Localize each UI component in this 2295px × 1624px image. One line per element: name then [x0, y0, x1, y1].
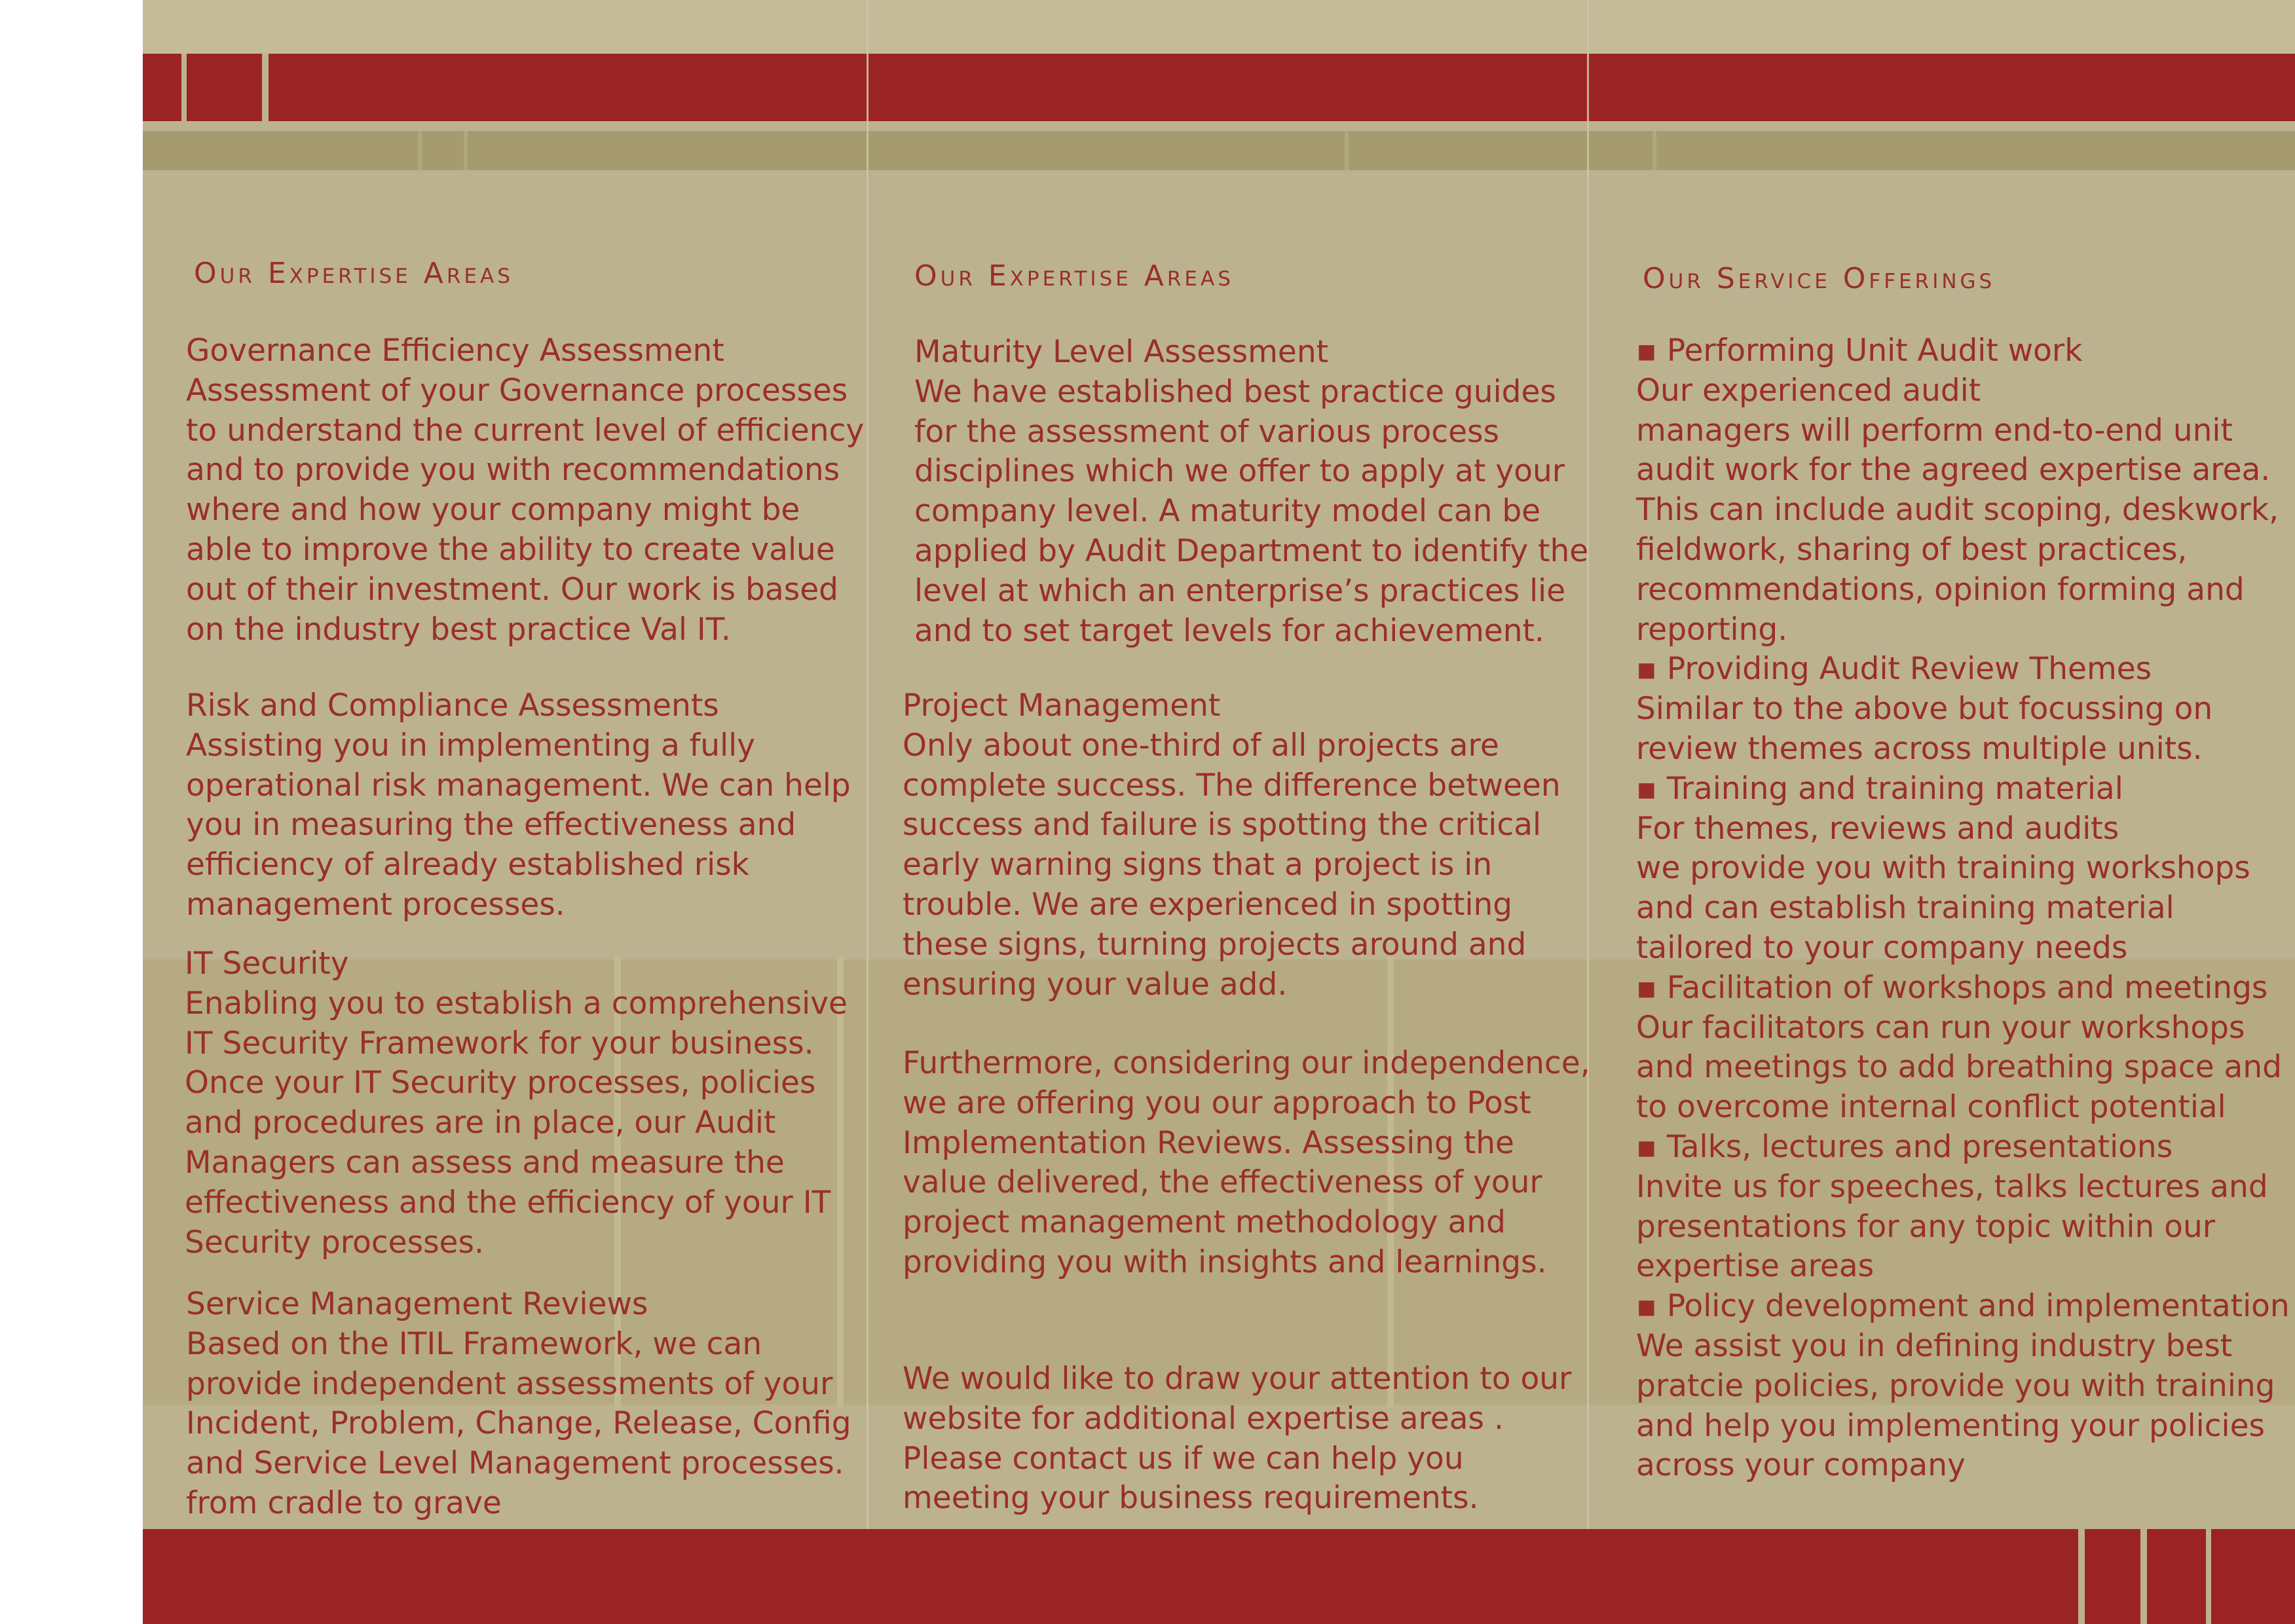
bullet: ▪	[1636, 969, 1657, 1006]
section-body: Enabling you to establish a comprehensive IT Security Framework for your business. Once your IT Security processes, policies and procedures are in place, our Audit Managers can assess and measure the effectiveness and the efficiency of your IT Security processes.	[185, 985, 848, 1261]
section-body: Only about one-third of all projects are complete success. The difference between success and failure is spotting the critical early warning signs that a project is in trouble. We are experienced in spotting these signs, turning projects around and ensuring your value add.	[903, 727, 1561, 1003]
section-body: Assessment of your Governance processes to understand the current level of efficiency and to provide you with recommendations where and how your company might be able to improve the ability to create value out of their investment. Our work is based on the industry best practice Val IT.	[186, 372, 865, 648]
section-title: IT Security	[185, 946, 349, 982]
section-it-security	[185, 944, 848, 1263]
offering-title: ▪ Performing Unit Audit work	[1636, 333, 2083, 369]
panel3-heading: Our Service Offerings	[1643, 262, 1996, 295]
bullet: ▪	[1636, 1128, 1657, 1165]
section-service-management	[186, 1285, 851, 1524]
bullet: ▪	[1636, 1288, 1657, 1325]
section-title: Governance Efficiency Assessment	[186, 333, 724, 369]
offering-title: ▪ Talks, lectures and presentations	[1636, 1128, 2173, 1165]
top-strip	[143, 0, 2295, 54]
section-project-management	[903, 686, 1561, 1005]
offering-body: For themes, reviews and audits we provide you with training workshops and can establish training material tailored to your company needs	[1636, 810, 2250, 966]
olive-band-stripe	[418, 131, 422, 170]
offering-body: Our experienced audit managers will perform end-to-end unit audit work for the agreed expertise area. This can include audit scoping, deskwork, fieldwork, sharing of best practices, recommendations, opinion forming and reporting.	[1636, 372, 2279, 648]
bullet: ▪	[1636, 333, 1657, 369]
closing-paragraph: We would like to draw your attention to our website for additional expertise areas . Please contact us if we can help you meeting your business requirements.	[903, 1361, 1572, 1517]
section-maturity-level	[914, 333, 1588, 651]
offering-body: Our facilitators can run your workshops and meetings to add breathing space and to overcome internal conflict potential	[1636, 1009, 2282, 1126]
band-stripe	[2206, 1529, 2211, 1624]
panel2-heading: Our Expertise Areas	[914, 259, 1234, 293]
offering-body: We assist you in defining industry best pratcie policies, provide you with training and help you implementing your policies across your company	[1636, 1327, 2275, 1484]
olive-band-stripe	[464, 131, 468, 170]
offerings-list	[1636, 331, 2290, 1486]
section-title: Maturity Level Assessment	[914, 334, 1329, 370]
section-risk-compliance	[186, 686, 851, 925]
top-maroon-band	[143, 54, 2295, 121]
offering-title: ▪ Training and training material	[1636, 770, 2123, 807]
offering-body: Similar to the above but focussing on review themes across multiple units.	[1636, 691, 2213, 767]
section-body: We have established best practice guides for the assessment of various process disciplines which we offer to apply at your company level. A maturity model can be applied by Audit Department to identify the level at which an enterprise’s practices lie and to set target levels for achievement.	[914, 373, 1589, 649]
band-stripe	[2078, 1529, 2085, 1624]
band-stripe	[2140, 1529, 2147, 1624]
section-title: Risk and Compliance Assessments	[186, 688, 719, 724]
fold-line	[1587, 0, 1589, 1624]
section-title: Project Management	[903, 688, 1221, 724]
panel1-heading: Our Expertise Areas	[194, 257, 513, 290]
offering-title: ▪ Providing Audit Review Themes	[1636, 651, 2152, 688]
section-body: Assisting you in implementing a fully operational risk management. We can help you in measuring the effectiveness and efficiency of already established risk management processes.	[186, 727, 851, 923]
bullet: ▪	[1636, 651, 1657, 688]
bullet: ▪	[1636, 770, 1657, 807]
fold-line	[867, 0, 868, 1624]
offering-title: ▪ Policy development and implementation	[1636, 1288, 2290, 1325]
section-governance	[186, 331, 864, 650]
section-body: Based on the ITIL Framework, we can provide independent assessments of your Incident, Problem, Change, Release, Config and Service Level Management processes. from cradle to grave	[186, 1325, 851, 1521]
section-title: Service Management Reviews	[186, 1286, 648, 1322]
furthermore-paragraph: Furthermore, considering our independence, we are offering you our approach to Post Implementation Reviews. Assessing the value delivered, the effectiveness of your project management methodology and providing you with insights and learnings.	[903, 1045, 1590, 1280]
band-stripe	[181, 54, 187, 121]
offering-body: Invite us for speeches, talks lectures and presentations for any topic within our expertise areas	[1636, 1168, 2268, 1285]
olive-band-stripe	[1345, 131, 1349, 170]
olive-band-stripe	[1652, 131, 1656, 170]
offering-title: ▪ Facilitation of workshops and meetings	[1636, 969, 2268, 1006]
band-stripe	[262, 54, 269, 121]
olive-band	[143, 131, 2295, 170]
bottom-maroon-band	[143, 1529, 2295, 1624]
